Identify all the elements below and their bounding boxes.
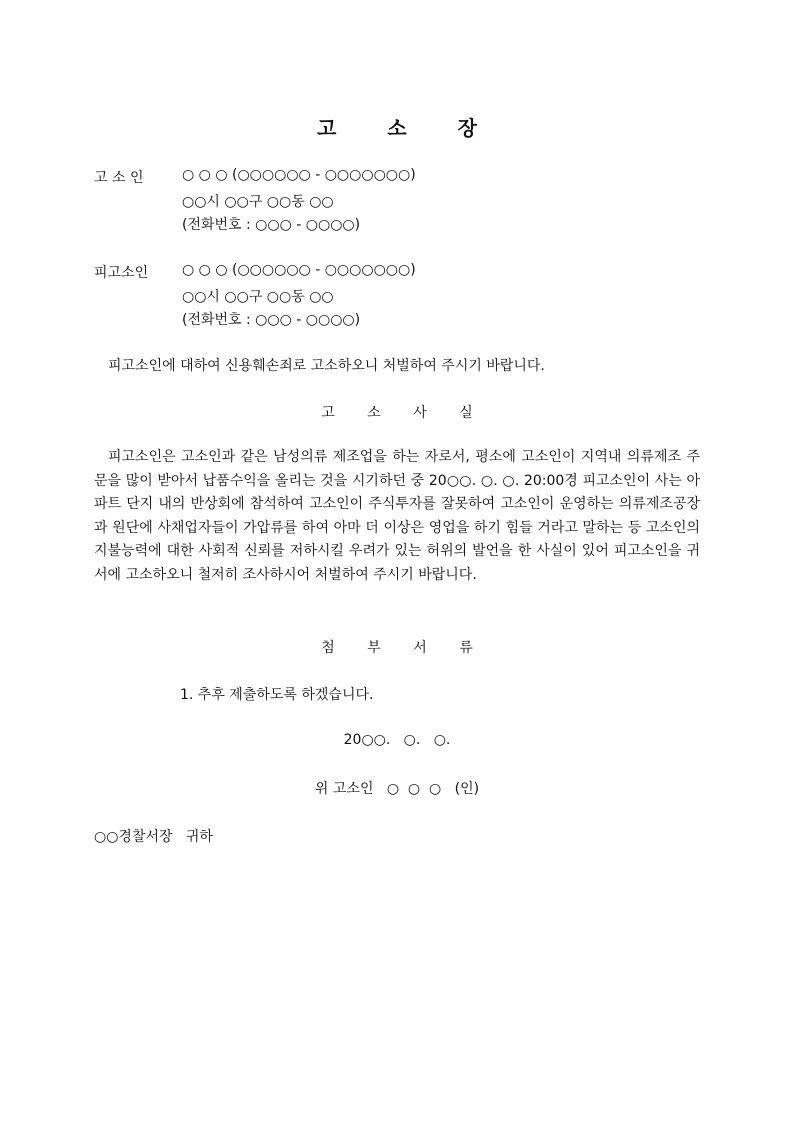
attachments-heading: 첨 부 서 류 xyxy=(321,640,487,656)
intro-statement: 피고소인에 대하여 신용훼손죄로 고소하오니 처벌하여 주시기 바랍니다. xyxy=(108,358,545,374)
document-date: 20○○. ○. ○. xyxy=(343,732,451,748)
complainant-label: 고 소 인 xyxy=(94,170,144,186)
accused-name: ○ ○ ○ (○○○○○○ - ○○○○○○○) xyxy=(182,262,416,278)
attachment-item: 1. 추후 제출하도록 하겠습니다. xyxy=(180,687,374,703)
complainant-address: ○○시 ○○구 ○○동 ○○ xyxy=(182,194,334,210)
recipient: ○○경찰서장 귀하 xyxy=(94,829,213,845)
complainant-phone: (전화번호 : ○○○ - ○○○○) xyxy=(182,217,361,233)
facts-heading: 고 소 사 실 xyxy=(321,405,487,421)
accused-address: ○○시 ○○구 ○○동 ○○ xyxy=(182,289,334,305)
complainant-name: ○ ○ ○ (○○○○○○ - ○○○○○○○) xyxy=(182,167,416,183)
signer-line: 위 고소인 ○ ○ ○ (인) xyxy=(314,781,480,797)
document-title: 고 소 장 xyxy=(317,116,499,140)
accused-label: 피고소인 xyxy=(94,265,149,281)
facts-body: 피고소인은 고소인과 같은 남성의류 제조업을 하는 자로서, 평소에 고소인이 지역내 의류제조 주문을 많이 받아서 납품수익을 올리는 것을 시기하던 중 20○○. ○. ○. 20:00경 피고소인이 사는 아파트 단지 내의 반상회에 참석하여 고소인이 주식투자를 잘못하여 고소인이 운영하는 의류제조공장과 원단에 사채업자들이 가압류를 하여 아마 더 이상은 영업을 하기 힘들 거라고 말하는 등 고소인의 지불능력에 대한 사회적 신뢰를 저하시킬 우려가 있는 허위의 발언을 한 사실이 있어 피고소인을 귀서에 고소하오니 철저히 조사하시어 처벌하여 주시기 바랍니다. xyxy=(94,449,700,583)
accused-phone: (전화번호 : ○○○ - ○○○○) xyxy=(182,312,361,328)
